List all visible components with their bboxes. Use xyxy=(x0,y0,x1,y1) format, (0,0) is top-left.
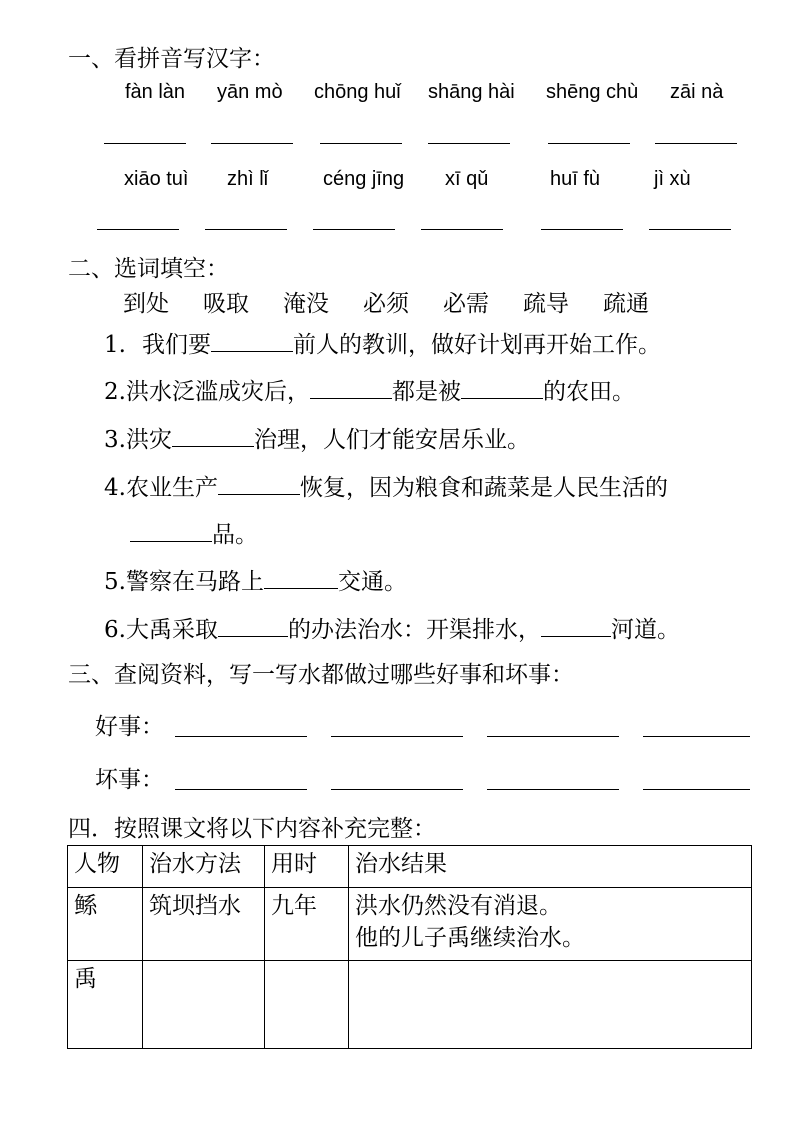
answer-line[interactable] xyxy=(487,789,619,790)
header-result: 治水结果 xyxy=(349,846,752,888)
answer-line[interactable] xyxy=(104,143,186,144)
fill-blank[interactable] xyxy=(130,519,212,542)
question-text: 我们要 xyxy=(141,332,211,358)
cell-time-empty[interactable] xyxy=(265,961,349,1049)
question-3 xyxy=(104,424,530,454)
pinyin-xiaotui: xiāo tuì xyxy=(124,168,189,190)
answer-line[interactable] xyxy=(211,143,293,144)
question-text: 的办法治水：开渠排水， xyxy=(287,617,541,643)
pinyin-shengchu: shēng chù xyxy=(546,81,639,103)
fill-blank[interactable] xyxy=(211,329,293,352)
table-header-row xyxy=(68,846,752,888)
pinyin-xiqu: xī qǔ xyxy=(445,168,489,190)
word-option: 必需 xyxy=(443,291,489,317)
question-number: 6. xyxy=(104,617,126,643)
question-4 xyxy=(104,472,668,502)
answer-line[interactable] xyxy=(548,143,630,144)
answer-line[interactable] xyxy=(97,229,179,230)
pinyin-jixu: jì xù xyxy=(654,168,691,190)
word-option: 吸取 xyxy=(203,291,249,317)
fill-blank[interactable] xyxy=(461,376,543,399)
fill-blank[interactable] xyxy=(310,376,392,399)
answer-line[interactable] xyxy=(643,789,750,790)
word-option: 淹没 xyxy=(283,291,329,317)
table-row xyxy=(68,961,752,1049)
word-option: 到处 xyxy=(123,291,169,317)
question-text: 的农田。 xyxy=(542,379,635,405)
cell-result-empty[interactable] xyxy=(349,961,752,1049)
word-option: 疏导 xyxy=(523,291,569,317)
fill-blank[interactable] xyxy=(264,566,338,589)
answer-line[interactable] xyxy=(428,143,510,144)
section2-title: 二、选词填空： xyxy=(68,256,229,282)
question-6 xyxy=(104,614,680,644)
question-2 xyxy=(104,376,635,406)
pinyin-fanlan: fàn làn xyxy=(125,81,186,103)
fill-blank[interactable] xyxy=(218,472,300,495)
section3-title: 三、查阅资料，写一写水都做过哪些好事和坏事： xyxy=(68,662,574,688)
answer-line[interactable] xyxy=(541,229,623,230)
answer-line[interactable] xyxy=(331,789,463,790)
good-things-label: 好事： xyxy=(95,714,164,740)
answer-line[interactable] xyxy=(205,229,287,230)
answer-line[interactable] xyxy=(331,736,463,737)
question-number: 5. xyxy=(104,569,126,595)
result-line: 洪水仍然没有消退。 xyxy=(355,893,562,919)
question-text: 恢复，因为粮食和蔬菜是人民生活的 xyxy=(299,475,668,501)
header-person: 人物 xyxy=(68,846,143,888)
pinyin-shanghai: shāng hài xyxy=(428,81,515,103)
question-text: 前人的教训，做好计划再开始工作。 xyxy=(292,332,661,358)
fill-blank[interactable] xyxy=(218,614,288,637)
pinyin-huifu: huī fù xyxy=(550,168,601,190)
pinyin-chonghui: chōng huǐ xyxy=(314,81,401,103)
answer-line[interactable] xyxy=(655,143,737,144)
answer-line[interactable] xyxy=(313,229,395,230)
bad-things-label: 坏事： xyxy=(95,767,164,793)
question-text: 品。 xyxy=(212,522,258,548)
cell-person: 禹 xyxy=(68,961,143,1049)
table-row xyxy=(68,888,752,961)
question-4-continued xyxy=(130,519,258,549)
cell-person: 鲧 xyxy=(68,888,143,961)
answer-line[interactable] xyxy=(421,229,503,230)
pinyin-zhili: zhì lǐ xyxy=(227,168,269,190)
question-text: 河道。 xyxy=(610,617,680,643)
flood-control-table xyxy=(67,845,752,1049)
question-text: 洪灾 xyxy=(125,427,172,453)
question-number: 2. xyxy=(104,379,126,405)
question-text: 治理，人们才能安居乐业。 xyxy=(253,427,530,453)
header-method: 治水方法 xyxy=(143,846,265,888)
fill-blank[interactable] xyxy=(172,424,254,447)
word-option: 疏通 xyxy=(603,291,649,317)
cell-method: 筑坝挡水 xyxy=(143,888,265,961)
question-text: 警察在马路上 xyxy=(125,569,264,595)
question-text: 大禹采取 xyxy=(125,617,218,643)
answer-line[interactable] xyxy=(649,229,731,230)
answer-line[interactable] xyxy=(487,736,619,737)
pinyin-zaina: zāi nà xyxy=(670,81,724,103)
answer-line[interactable] xyxy=(320,143,402,144)
answer-line[interactable] xyxy=(175,789,307,790)
pinyin-cengjing: céng jīng xyxy=(323,168,405,190)
question-number: 3. xyxy=(104,427,126,453)
cell-method-empty[interactable] xyxy=(143,961,265,1049)
question-5 xyxy=(104,566,407,596)
section4-title: 四．按照课文将以下内容补充完整： xyxy=(68,816,436,842)
question-text: 洪水泛滥成灾后， xyxy=(125,379,310,405)
question-text: 都是被 xyxy=(391,379,461,405)
question-text: 交通。 xyxy=(337,569,407,595)
section1-title: 一、看拼音写汉字： xyxy=(68,46,275,72)
cell-time: 九年 xyxy=(265,888,349,961)
question-1 xyxy=(104,329,661,359)
cell-result xyxy=(349,888,752,961)
fill-blank[interactable] xyxy=(541,614,611,637)
word-option: 必须 xyxy=(363,291,409,317)
answer-line[interactable] xyxy=(175,736,307,737)
pinyin-yanmo: yān mò xyxy=(217,81,283,103)
answer-line[interactable] xyxy=(643,736,750,737)
header-time: 用时 xyxy=(265,846,349,888)
word-bank xyxy=(0,290,794,320)
result-line: 他的儿子禹继续治水。 xyxy=(355,925,585,951)
question-number: 4. xyxy=(104,475,126,501)
question-text: 农业生产 xyxy=(125,475,218,501)
question-number: 1. xyxy=(104,332,126,358)
